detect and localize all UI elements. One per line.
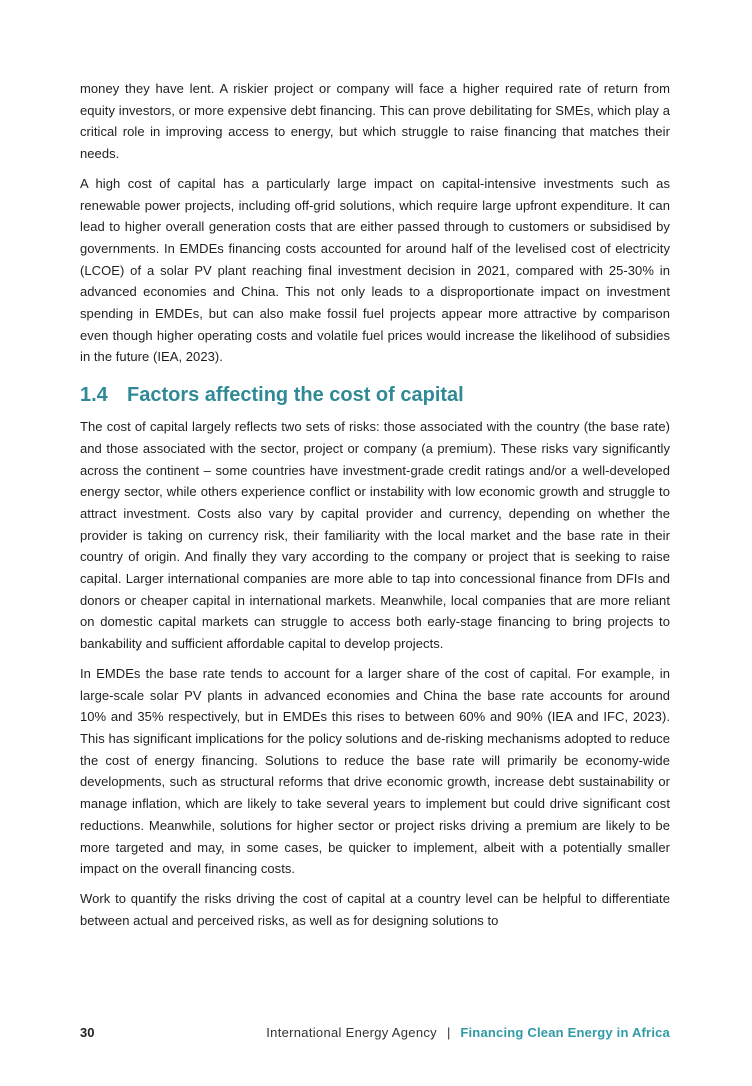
body-paragraph: Work to quantify the risks driving the cost of capital at a country level can be helpful to differentiate between actual and perceived risks, as well as for designing solutions to [80,890,670,928]
page-footer [80,1022,670,1042]
section-number: 1.4 [80,384,108,407]
agency-name: International Energy Agency [266,1024,437,1040]
footer-attribution [266,1025,670,1040]
section-title: Factors affecting the cost of capital [127,384,464,407]
body-paragraph: The cost of capital largely reflects two sets of risks: those associated with the country (the base rate) and those associated with the sector, project or company (a premium). These risks vary significantly across the continent – some countries have investment-grade credit ratings and/or a well-developed energy sector, while others experience conflict or instability with low economic growth and struggle to attract investment. Costs also vary by capital provider and currency, depending on whether the provider is taking on currency risk, their familiarity with the local market and the base rate in their country of origin. And finally they vary according to the company or project that is seeking to raise capital. Larger international companies are more able to tap into concessional finance from DFIs and donors or cheaper capital in international markets. Meanwhile, local companies that are more reliant on domestic capital markets can struggle to access both early-stage financing to bring projects to bankability and sufficient affordable capital to develop projects. [80,419,670,652]
page-content [80,78,670,939]
body-paragraph: A high cost of capital has a particularly large impact on capital-intensive investments such as renewable power projects, including off-grid solutions, which require large upfront expenditure. It can lead to higher overall generation costs that are either passed through to customers or subsidised by governments. In EMDEs financing costs accounted for around half of the levelised cost of electricity (LCOE) of a solar PV plant reaching final investment decision in 2021, compared with 25-30% in advanced economies and China. This not only leads to a disproportionate impact on investment spending in EMDEs, but can also make fossil fuel projects appear more attractive by comparison even though higher operating costs and volatile fuel prices would increase the likelihood of subsidies in the future (IEA, 2023). [80,175,670,365]
section-heading [80,382,670,408]
body-paragraph: money they have lent. A riskier project or company will face a higher required rate of return from equity investors, or more expensive debt financing. This can prove debilitating for SMEs, which play a critical role in improving access to energy, but which struggle to raise financing that matches their needs. [80,81,670,162]
page-number: 30 [80,1024,95,1040]
report-title: Financing Clean Energy in Africa [460,1024,670,1040]
body-paragraph: In EMDEs the base rate tends to account for a larger share of the cost of capital. For example, in large-scale solar PV plants in advanced economies and China the base rate accounts for around 10% and 35% respectively, but in EMDEs this rises to between 60% and 90% (IEA and IFC, 2023). This has significant implications for the policy solutions and de-risking mechanisms adopted to reduce the cost of energy financing. Solutions to reduce the base rate will primarily be economy-wide developments, such as structural reforms that drive economic growth, increase debt sustainability or manage inflation, which are likely to take several years to implement but could drive significant cost reductions. Meanwhile, solutions for higher sector or project risks driving a premium are likely to be more targeted and may, in some cases, be quicker to implement, albeit with a potentially smaller impact on the overall financing costs. [80,665,670,877]
footer-separator: | [446,1024,451,1040]
